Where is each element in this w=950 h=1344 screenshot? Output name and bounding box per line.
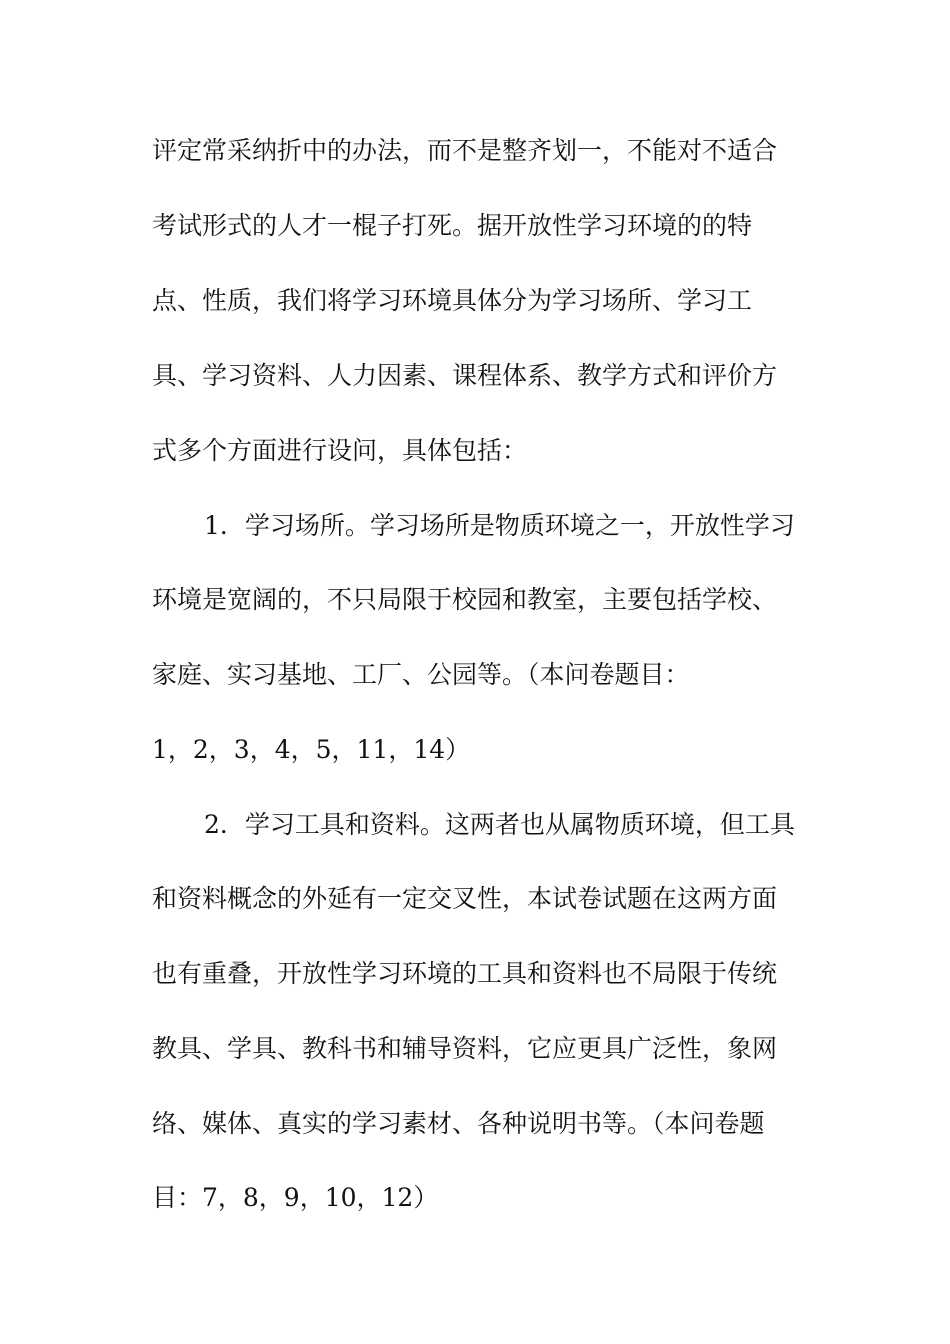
- text-line: 目：7，8，9，10，12）: [152, 1183, 439, 1212]
- text-line: 考试形式的人才一棍子打死。据开放性学习环境的的特: [152, 211, 753, 240]
- text-line: 式多个方面进行设问，具体包括：: [152, 436, 528, 465]
- text-line: 点、性质，我们将学习环境具体分为学习场所、学习工: [152, 286, 753, 315]
- text-line: 络、媒体、真实的学习素材、各种说明书等。（本问卷题: [152, 1109, 765, 1138]
- text-line: 环境是宽阔的，不只局限于校园和教室，主要包括学校、: [152, 585, 778, 614]
- text-line: 教具、学具、教科书和辅导资料，它应更具广泛性，象网: [152, 1034, 778, 1063]
- text-line: 1，2，3，4，5，11，14）: [152, 735, 471, 764]
- text-line: 也有重叠，开放性学习环境的工具和资料也不局限于传统: [152, 959, 778, 988]
- text-line: 评定常采纳折中的办法，而不是整齐划一，不能对不适合: [152, 136, 778, 165]
- text-line: 具、学习资料、人力因素、课程体系、教学方式和评价方: [152, 361, 778, 390]
- text-line: 和资料概念的外延有一定交叉性，本试卷试题在这两方面: [152, 884, 778, 913]
- text-line: 1．学习场所。学习场所是物质环境之一，开放性学习: [204, 511, 795, 540]
- text-line: 2．学习工具和资料。这两者也从属物质环境，但工具: [204, 810, 795, 839]
- text-line: 家庭、实习基地、工厂、公园等。（本问卷题目：: [152, 660, 690, 689]
